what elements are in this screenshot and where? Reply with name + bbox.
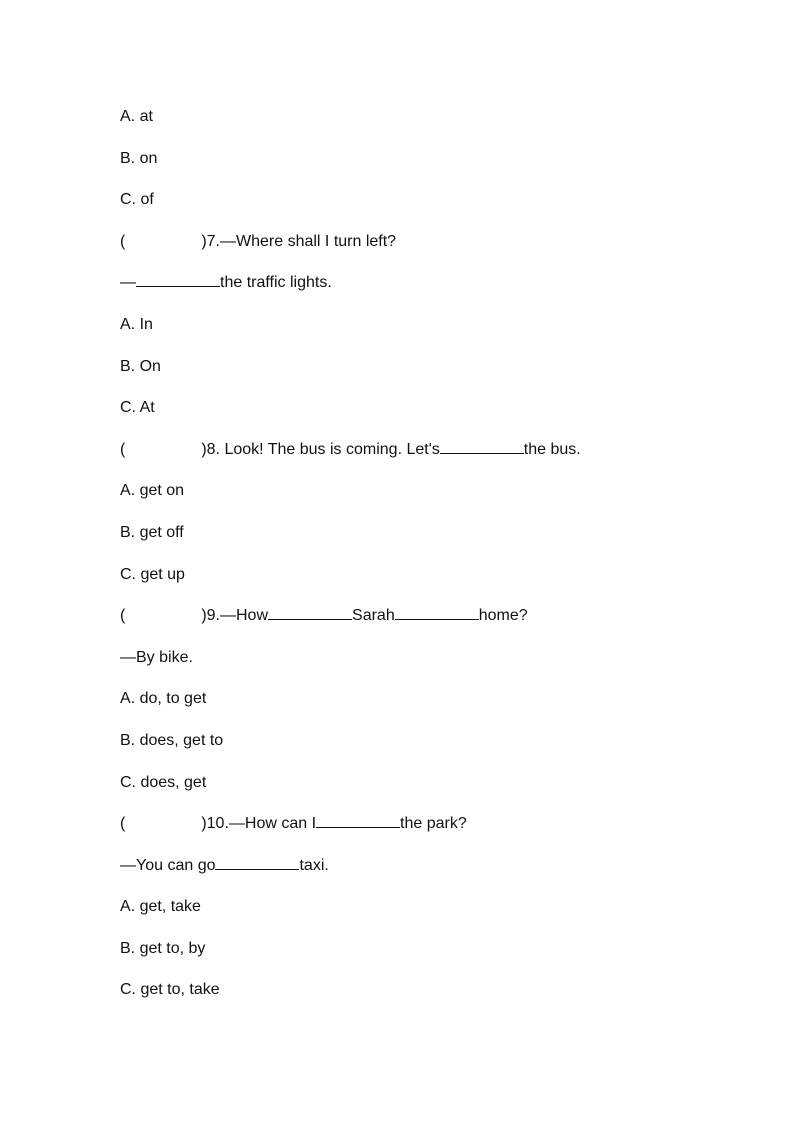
answer-paren-open: ( bbox=[120, 607, 126, 625]
response-text: —By bike. bbox=[120, 648, 193, 666]
response-text: —You can go bbox=[120, 856, 216, 874]
dash: — bbox=[120, 274, 136, 292]
option-text: C. At bbox=[120, 399, 155, 417]
option-text: C. of bbox=[120, 191, 154, 209]
question-text: Sarah bbox=[352, 607, 395, 625]
option-c-q6 bbox=[120, 189, 760, 231]
fill-blank[interactable] bbox=[316, 813, 400, 828]
option-text: B. does, get to bbox=[120, 731, 224, 749]
answer-paren-open: ( bbox=[120, 232, 126, 250]
option-a-q6 bbox=[120, 106, 760, 148]
option-text: B. On bbox=[120, 357, 161, 375]
question-8 bbox=[120, 439, 760, 481]
fill-blank[interactable] bbox=[268, 605, 352, 620]
question-7-response bbox=[120, 272, 760, 314]
option-a-q7 bbox=[120, 314, 760, 356]
question-text: )7.—Where shall I turn left? bbox=[201, 232, 397, 250]
question-10-response bbox=[120, 855, 760, 897]
option-text: B. get off bbox=[120, 523, 184, 541]
option-text: B. on bbox=[120, 149, 158, 167]
option-b-q6 bbox=[120, 148, 760, 190]
question-text: home? bbox=[478, 607, 528, 625]
question-9-response bbox=[120, 647, 760, 689]
worksheet bbox=[120, 106, 760, 1021]
option-c-q7 bbox=[120, 397, 760, 439]
question-text: the park? bbox=[400, 815, 467, 833]
option-text: B. get to, by bbox=[120, 939, 206, 957]
option-text: A. get on bbox=[120, 482, 185, 500]
question-9 bbox=[120, 605, 760, 647]
option-text: A. do, to get bbox=[120, 690, 207, 708]
option-c-q10 bbox=[120, 979, 760, 1021]
option-text: C. does, get bbox=[120, 773, 207, 791]
answer-paren-open: ( bbox=[120, 440, 126, 458]
answer-paren-open: ( bbox=[120, 815, 126, 833]
option-a-q9 bbox=[120, 688, 760, 730]
fill-blank[interactable] bbox=[395, 605, 479, 620]
option-a-q8 bbox=[120, 480, 760, 522]
option-text: C. get to, take bbox=[120, 981, 220, 999]
question-10 bbox=[120, 813, 760, 855]
option-b-q7 bbox=[120, 356, 760, 398]
question-text: )10.—How can I bbox=[201, 815, 317, 833]
option-b-q10 bbox=[120, 938, 760, 980]
option-text: C. get up bbox=[120, 565, 185, 583]
response-text: the traffic lights. bbox=[220, 274, 332, 292]
fill-blank[interactable] bbox=[215, 855, 299, 870]
option-c-q9 bbox=[120, 772, 760, 814]
option-text: A. get, take bbox=[120, 898, 201, 916]
option-text: A. In bbox=[120, 315, 153, 333]
option-b-q8 bbox=[120, 522, 760, 564]
option-c-q8 bbox=[120, 564, 760, 606]
question-text: )9.—How bbox=[201, 607, 269, 625]
fill-blank[interactable] bbox=[136, 272, 220, 287]
question-text: the bus. bbox=[523, 440, 581, 458]
question-text: )8. Look! The bus is coming. Let's bbox=[201, 440, 440, 458]
fill-blank[interactable] bbox=[440, 439, 524, 454]
response-text: taxi. bbox=[299, 856, 329, 874]
option-a-q10 bbox=[120, 896, 760, 938]
question-7 bbox=[120, 231, 760, 273]
option-b-q9 bbox=[120, 730, 760, 772]
option-text: A. at bbox=[120, 108, 153, 125]
